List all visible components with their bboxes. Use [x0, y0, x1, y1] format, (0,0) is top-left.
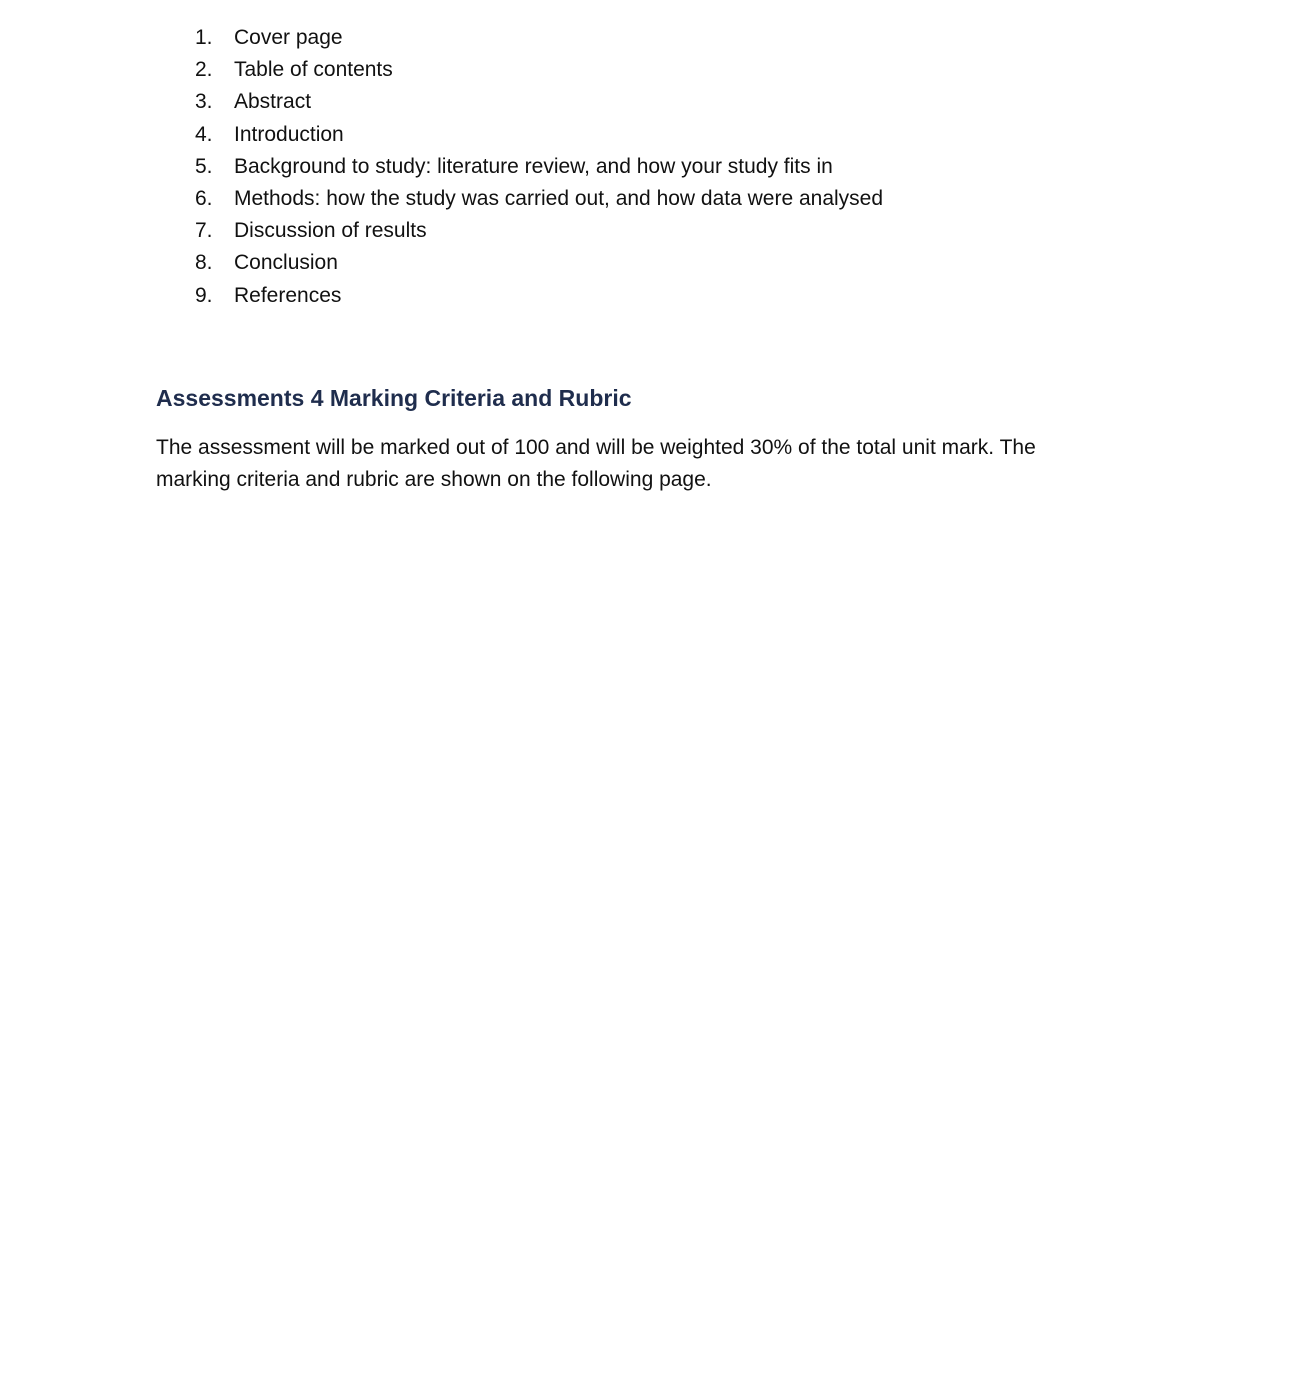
list-item-label: Discussion of results — [234, 219, 427, 243]
list-item — [195, 183, 883, 215]
list-item-label: References — [234, 283, 342, 307]
list-item-number: 8. — [195, 251, 213, 275]
assessment-description-paragraph: The assessment will be marked out of 100 and will be weighted 30% of the total unit mark. The marking criteria and rubric are shown on the following page. — [156, 436, 1036, 491]
report-structure-list — [195, 22, 883, 312]
section-heading: Assessments 4 Marking Criteria and Rubric — [156, 385, 632, 411]
list-item — [195, 22, 883, 54]
list-item — [195, 119, 883, 151]
list-item-label: Introduction — [234, 122, 344, 146]
list-item-label: Background to study: literature review, and how your study fits in — [234, 154, 833, 178]
list-item — [195, 54, 883, 86]
list-item — [195, 247, 883, 279]
list-item — [195, 151, 883, 183]
list-item-label: Methods: how the study was carried out, and how data were analysed — [234, 186, 884, 210]
list-item-label: Conclusion — [234, 251, 338, 275]
list-item-number: 7. — [195, 219, 213, 243]
list-item-number: 2. — [195, 58, 213, 82]
list-item-number: 3. — [195, 90, 213, 114]
list-item — [195, 280, 883, 312]
list-item-label: Abstract — [234, 90, 312, 114]
list-item — [195, 86, 883, 118]
list-item — [195, 215, 883, 247]
list-item-number: 1. — [195, 26, 213, 49]
list-item-label: Cover page — [234, 26, 343, 49]
list-item-number: 4. — [195, 122, 213, 146]
list-item-number: 5. — [195, 154, 213, 178]
list-item-number: 6. — [195, 186, 213, 210]
list-item-label: Table of contents — [234, 58, 393, 82]
list-item-number: 9. — [195, 283, 213, 307]
